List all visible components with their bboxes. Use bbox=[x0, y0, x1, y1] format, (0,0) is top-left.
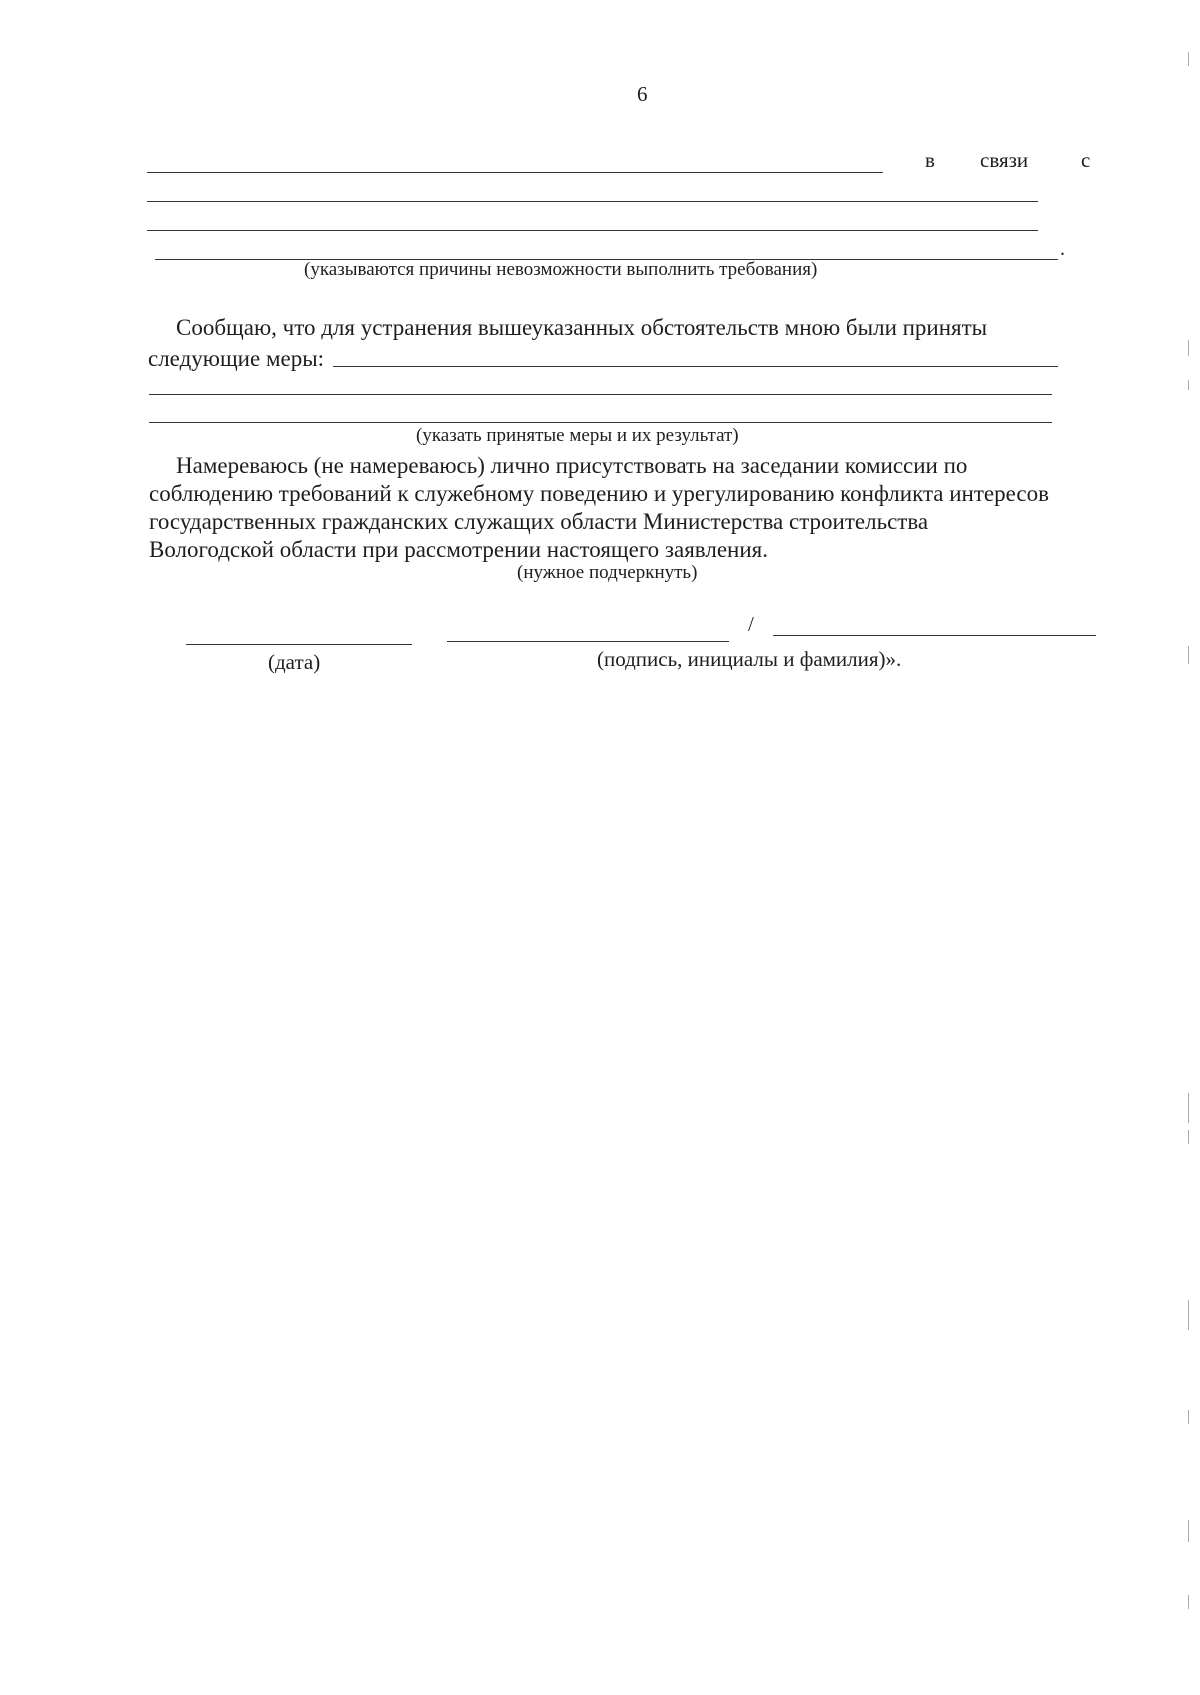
date-line[interactable] bbox=[186, 644, 412, 645]
reason-caption: (указываются причины невозможности выполнить требования) bbox=[304, 259, 818, 280]
intent-text-line-4: Вологодской области при рассмотрении настоящего заявления. bbox=[149, 537, 768, 562]
scan-margin-tick bbox=[1188, 1410, 1189, 1424]
scan-margin-tick bbox=[1188, 340, 1189, 356]
scan-margin-tick bbox=[1188, 1093, 1189, 1123]
scan-margin-tick bbox=[1188, 52, 1189, 66]
scan-margin-tick bbox=[1188, 1300, 1189, 1330]
signature-slash: / bbox=[748, 612, 754, 636]
name-line[interactable] bbox=[773, 635, 1096, 636]
reason-connector-svyazi: связи bbox=[980, 148, 1029, 172]
reason-end-mark: . bbox=[1060, 238, 1065, 260]
page-number: 6 bbox=[637, 82, 648, 106]
measures-label: следующие меры: bbox=[148, 346, 325, 371]
measures-text-line-1: Сообщаю, что для устранения вышеуказанных обстоятельств мною были приняты bbox=[176, 315, 988, 340]
intent-caption: (нужное подчеркнуть) bbox=[517, 562, 698, 583]
intent-text-line-1: Намереваюсь (не намереваюсь) лично присутствовать на заседании комиссии по bbox=[176, 453, 968, 478]
scan-margin-tick bbox=[1188, 1595, 1189, 1609]
reason-connector-v: в bbox=[925, 148, 935, 172]
scan-margin-tick bbox=[1188, 1520, 1189, 1542]
signature-caption: (подпись, инициалы и фамилия)». bbox=[597, 647, 902, 671]
reason-line-3[interactable] bbox=[147, 230, 1038, 231]
scan-margin-tick bbox=[1188, 1130, 1189, 1144]
measures-line-1[interactable] bbox=[333, 366, 1058, 367]
intent-text-line-3: государственных гражданских служащих области Министерства строительства bbox=[149, 509, 929, 534]
intent-text-line-2: соблюдению требований к служебному поведению и урегулированию конфликта интересов bbox=[149, 481, 1049, 506]
measures-line-2[interactable] bbox=[149, 394, 1052, 395]
measures-line-3[interactable] bbox=[149, 422, 1052, 423]
signature-line[interactable] bbox=[447, 641, 729, 642]
reason-connector-s: с bbox=[1081, 148, 1091, 172]
reason-line-1[interactable] bbox=[147, 172, 883, 173]
reason-line-2[interactable] bbox=[147, 201, 1038, 202]
scan-margin-tick bbox=[1188, 646, 1189, 664]
measures-caption: (указать принятые меры и их результат) bbox=[416, 425, 739, 446]
scan-margin-tick bbox=[1188, 380, 1189, 390]
date-caption: (дата) bbox=[268, 650, 321, 674]
